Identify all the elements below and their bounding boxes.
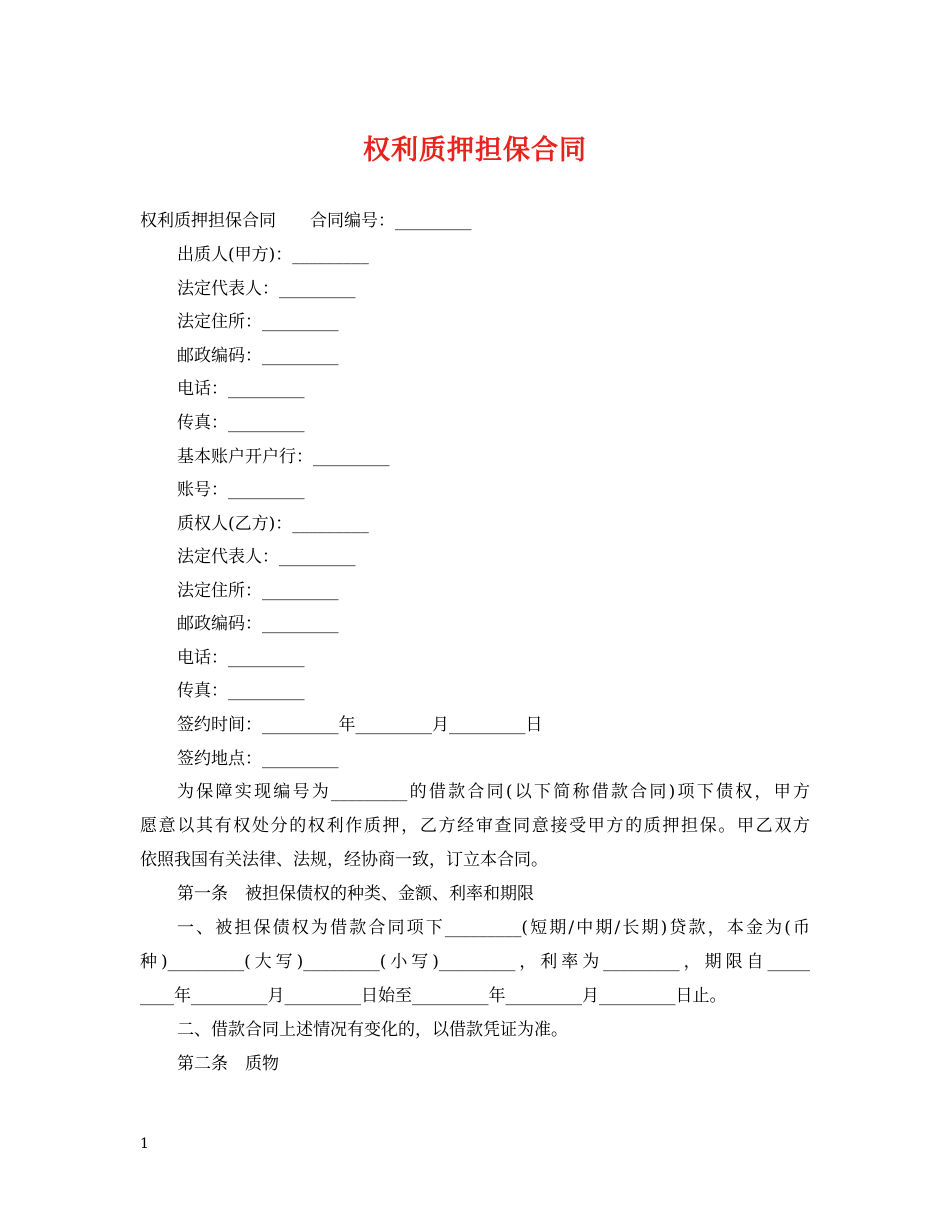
pledgor-bank-line: 基本账户开户行：_________ xyxy=(177,447,390,467)
pledgee-fax-line: 传真：_________ xyxy=(177,681,305,701)
document-title: 权利质押担保合同 xyxy=(363,135,587,166)
pledgor-postcode-line: 邮政编码：_________ xyxy=(177,346,339,366)
signing-place-line: 签约地点：_________ xyxy=(177,749,339,769)
pledgor-account-line: 账号：_________ xyxy=(177,480,305,500)
pledgee-line: 质权人(乙方)：_________ xyxy=(177,514,369,534)
article-heading: 第一条 被担保债权的种类、金额、利率和期限 xyxy=(177,884,534,904)
pledgee-postcode-line: 邮政编码：_________ xyxy=(177,614,339,634)
preamble-line: 依照我国有关法律、法规，经协商一致，订立本合同。 xyxy=(140,850,548,870)
pledgor-phone-line: 电话：_________ xyxy=(177,379,305,399)
article-paragraph-line: ____年_________月_________日始至_________年_________月_________日止。 xyxy=(140,986,727,1006)
pledgee-legal-rep-line: 法定代表人：_________ xyxy=(177,547,356,567)
article-heading: 第二条 质物 xyxy=(177,1054,279,1074)
pledgee-phone-line: 电话：_________ xyxy=(177,648,305,668)
pledgor-line: 出质人(甲方)：_________ xyxy=(177,245,369,265)
article-paragraph-line: 一、被担保债权为借款合同项下_________(短期/中期/长期)贷款，本金为(币 xyxy=(177,918,810,938)
preamble-line: 愿意以其有权处分的权利作质押，乙方经审查同意接受甲方的质押担保。甲乙双方 xyxy=(140,816,810,836)
pledgor-fax-line: 传真：_________ xyxy=(177,413,305,433)
pledgee-address-line: 法定住所：_________ xyxy=(177,581,339,601)
preamble-line: 为保障实现编号为_________的借款合同(以下简称借款合同)项下债权，甲方 xyxy=(177,782,810,802)
article-paragraph-line: 二、借款合同上述情况有变化的，以借款凭证为准。 xyxy=(177,1020,568,1040)
article-paragraph-line: 种)_________(大写)_________(小写)_________，利率为_________，期限自_____ xyxy=(140,952,810,972)
page-number: 1 xyxy=(140,1136,149,1152)
pledgor-address-line: 法定住所：_________ xyxy=(177,312,339,332)
pledgor-legal-rep-line: 法定代表人：_________ xyxy=(177,279,356,299)
contract-header-line: 权利质押担保合同 合同编号：_________ xyxy=(140,211,472,231)
signing-date-line: 签约时间：_________年_________月_________日 xyxy=(177,715,543,735)
